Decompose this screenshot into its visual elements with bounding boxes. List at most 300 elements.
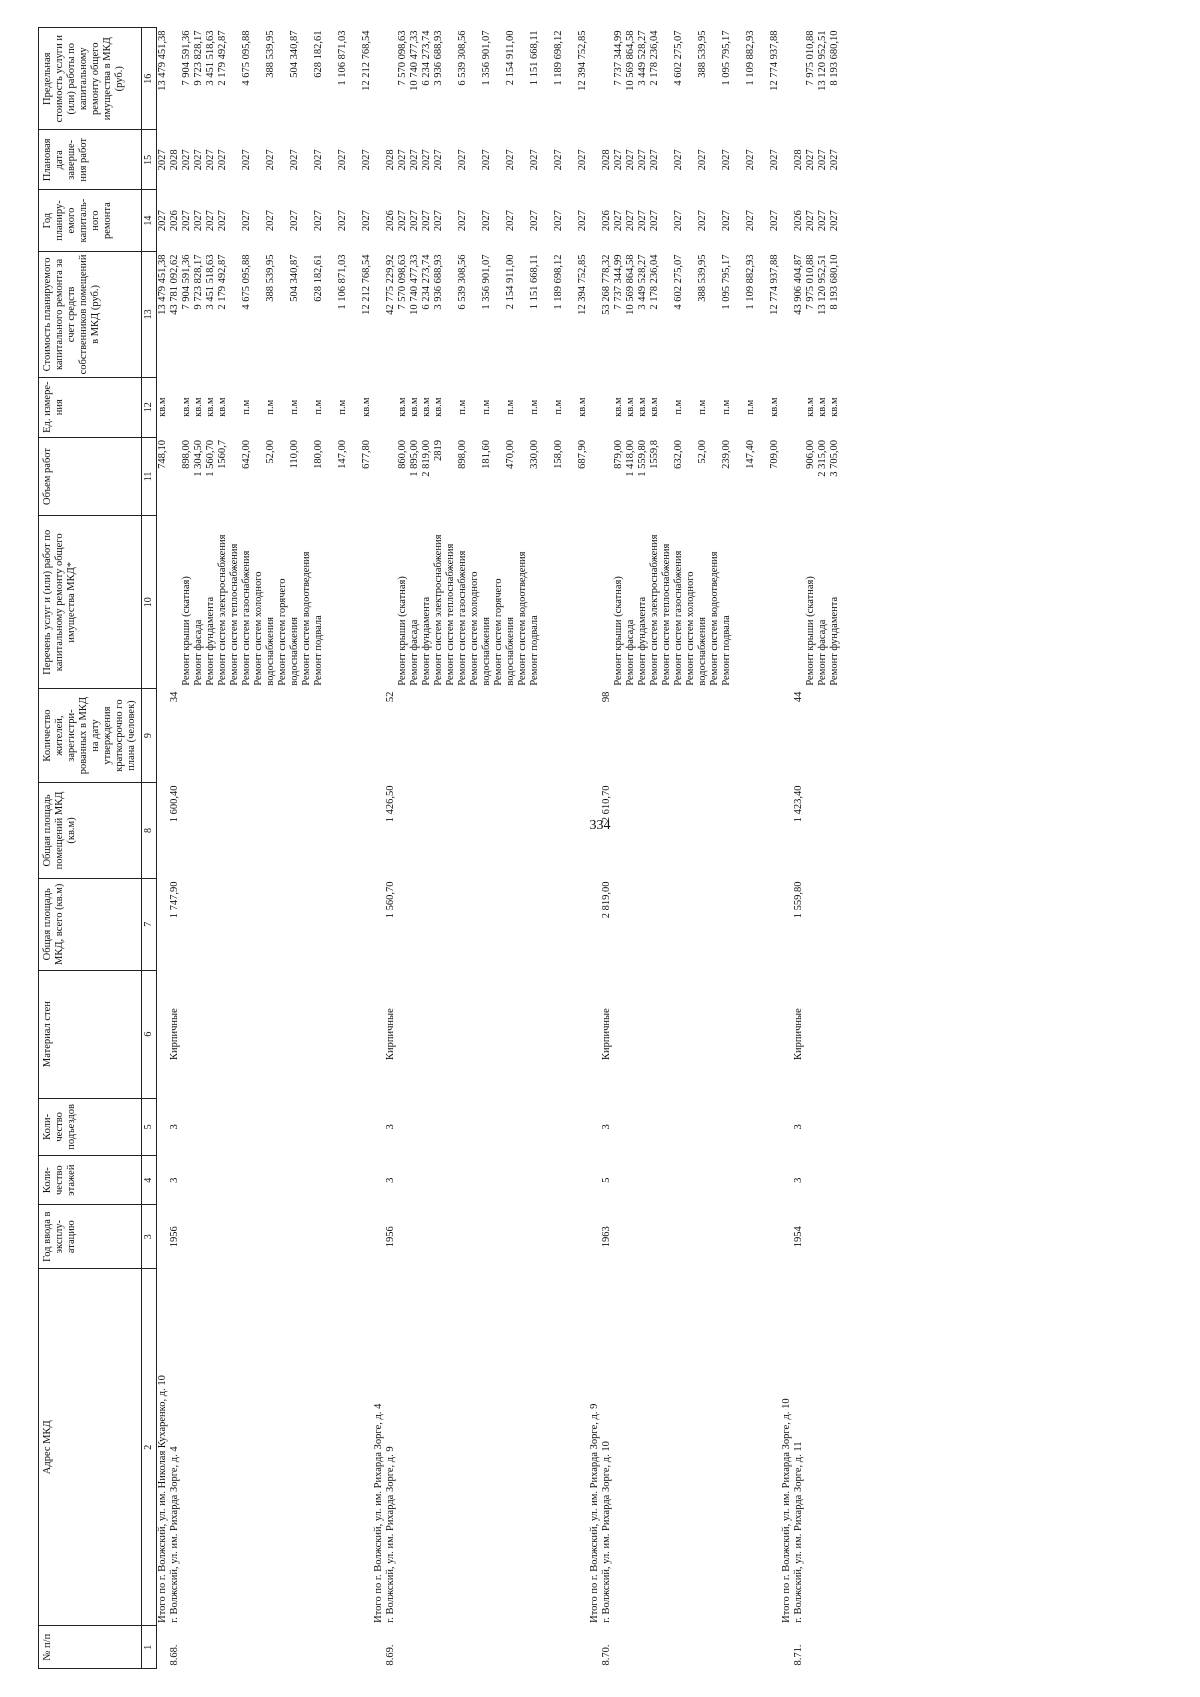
work-unit: кв.м (625, 397, 636, 417)
empty-cell (589, 782, 601, 878)
building-total-year: 2026 (601, 210, 612, 232)
work-volume: 180,00 (313, 440, 324, 469)
work-end-date: 2027 (457, 149, 468, 171)
empty-cell (589, 1156, 601, 1205)
work-end-date: 2027 (397, 149, 408, 171)
work-year: 2027 (217, 210, 228, 232)
column-number: 4 (142, 1156, 157, 1205)
header-cell: Год планиру-емого капиталь-ного ремонта (39, 190, 142, 252)
work-name: Ремонт фасада (193, 619, 204, 686)
column-number: 5 (142, 1098, 157, 1156)
work-unit-list (601, 377, 781, 437)
empty-cell (157, 970, 170, 1098)
work-volume: 110,00 (289, 440, 300, 469)
building-address: г. Волжский, ул. им. Рихарда Зорге, д. 10 (601, 1441, 612, 1623)
work-end-date: 2027 (181, 149, 192, 171)
entrances-count: 3 (601, 1124, 612, 1130)
building-row (169, 28, 373, 1669)
work-limit-cost: 1 106 871,03 (337, 30, 348, 86)
work-year: 2027 (289, 210, 300, 232)
column-number: 11 (142, 437, 157, 516)
column-number: 10 (142, 516, 157, 689)
work-cost: 13 120 952,51 (817, 254, 828, 315)
work-unit: кв.м (193, 397, 204, 417)
empty-cell (589, 1626, 601, 1669)
work-name: Ремонт крыши (скатная) (397, 576, 408, 686)
empty-cell (373, 190, 385, 252)
empty-cell (781, 130, 793, 190)
work-year: 2027 (181, 210, 192, 232)
work-end-date: 2027 (721, 149, 732, 171)
building-total-end: 2028 (385, 149, 396, 171)
work-limit-cost: 12 212 768,54 (361, 30, 372, 91)
column-number: 14 (142, 190, 157, 252)
work-limit-cost: 8 193 680,10 (829, 30, 840, 86)
empty-cell (781, 1098, 793, 1156)
work-cost: 1 095 795,17 (721, 254, 732, 310)
work-year: 2027 (397, 210, 408, 232)
work-end-date: 2027 (289, 149, 300, 171)
column-number: 8 (142, 782, 157, 878)
header-cell: Материал стен (39, 970, 142, 1098)
work-volume: 642,00 (241, 440, 252, 469)
empty-cell (589, 516, 601, 689)
empty-cell (157, 1205, 170, 1269)
work-cost: 7 975 010,88 (805, 254, 816, 310)
empty-cell (373, 1098, 385, 1156)
work-end-date: 2027 (217, 149, 228, 171)
work-name: Ремонт фундамента (637, 596, 648, 686)
work-unit: п.м (457, 399, 468, 415)
work-end-date: 2027 (625, 149, 636, 171)
building-total-end: 2028 (793, 149, 804, 171)
work-cost: 2 178 236,04 (649, 254, 660, 310)
work-end-date: 2027 (421, 149, 432, 171)
work-limit-cost: 13 479 451,38 (157, 30, 168, 91)
work-cost: 8 193 680,10 (829, 254, 840, 310)
work-cost-list (169, 252, 373, 378)
work-cost: 13 479 451,38 (157, 254, 168, 315)
residents-count: 52 (385, 691, 396, 703)
work-name: Ремонт фундамента (421, 596, 432, 686)
work-volume: 1 895,00 (409, 440, 420, 477)
work-volume: 330,00 (529, 440, 540, 469)
work-unit: кв.м (817, 397, 828, 417)
work-volume: 860,00 (397, 440, 408, 469)
work-year: 2027 (805, 210, 816, 232)
empty-cell (781, 28, 793, 130)
empty-cell (157, 1626, 170, 1669)
empty-cell (781, 689, 793, 783)
column-number: 1 (142, 1626, 157, 1669)
premises-area: 1 600,40 (169, 785, 180, 823)
work-volume: 52,00 (265, 440, 276, 464)
work-year: 2027 (421, 210, 432, 232)
work-unit: кв.м (409, 397, 420, 417)
building-total-end: 2028 (601, 149, 612, 171)
empty-cell (157, 689, 170, 783)
work-unit: п.м (313, 399, 324, 415)
empty-cell (373, 377, 385, 437)
empty-cell (157, 1156, 170, 1205)
column-number-row (142, 28, 157, 1669)
empty-cell (589, 1098, 601, 1156)
work-year: 2027 (433, 210, 444, 232)
work-volume: 709,00 (769, 440, 780, 469)
table-body (157, 28, 842, 1669)
empty-cell (781, 1626, 793, 1669)
total-row (781, 28, 793, 1669)
column-number: 15 (142, 130, 157, 190)
work-year: 2027 (241, 210, 252, 232)
work-unit: п.м (337, 399, 348, 415)
work-year-list (601, 190, 781, 252)
work-name: Ремонт фундамента (829, 596, 840, 686)
work-name (157, 516, 170, 689)
work-year: 2027 (625, 210, 636, 232)
work-name: Ремонт систем электроснабжения (217, 534, 228, 686)
work-name: Ремонт фасада (817, 619, 828, 686)
work-limit-cost: 10 569 864,58 (625, 30, 636, 91)
work-volume: 2 819,00 (421, 440, 432, 477)
building-row (793, 28, 841, 1669)
total-row (589, 28, 601, 1669)
work-cost: 6 539 308,56 (457, 254, 468, 310)
header-cell: Предельная стоимость услуги и (или) работы по капитальному ремонту общего имущества в МКД (руб.) (39, 28, 142, 130)
work-cost: 1 189 698,12 (553, 254, 564, 310)
header-cell: Коли-чество этажей (39, 1156, 142, 1205)
work-year: 2027 (613, 210, 624, 232)
work-cost: 1 356 901,07 (481, 254, 492, 310)
work-unit: кв.м (205, 397, 216, 417)
work-volume: 158,00 (553, 440, 564, 469)
work-limit-cost: 12 774 937,88 (769, 30, 780, 91)
work-end-date: 2027 (505, 149, 516, 171)
building-total-year: 2026 (793, 210, 804, 232)
work-name: Ремонт систем электроснабжения (649, 534, 660, 686)
header-cell: Адрес МКД (39, 1269, 142, 1626)
work-end-date: 2027 (577, 149, 588, 171)
work-volume: 879,00 (613, 440, 624, 469)
work-unit: кв.м (805, 397, 816, 417)
work-limit-cost: 3 449 528,27 (637, 30, 648, 86)
empty-cell (157, 878, 170, 970)
work-unit: п.м (553, 399, 564, 415)
empty-cell (373, 689, 385, 783)
work-year: 2027 (457, 210, 468, 232)
work-volume: 748,10 (157, 440, 168, 469)
work-name: Ремонт крыши (скатная) (181, 576, 192, 686)
total-row (157, 28, 170, 1669)
floors-count: 3 (385, 1177, 396, 1183)
empty-cell (781, 516, 793, 689)
work-name: Ремонт систем газоснабжения (241, 550, 252, 686)
work-year: 2027 (337, 210, 348, 232)
work-limit-cost-list (601, 28, 781, 130)
work-limit-cost: 2 179 492,87 (217, 30, 228, 86)
work-name: Ремонт систем водоотведения (517, 551, 528, 686)
commission-year: 1963 (601, 1226, 612, 1248)
empty-cell (589, 970, 601, 1098)
work-limit-cost: 4 675 095,88 (241, 30, 252, 86)
work-cost: 7 570 098,63 (397, 254, 408, 310)
work-name-list (601, 516, 781, 689)
work-name: Ремонт систем холодного водоснабжения (253, 571, 276, 686)
work-cost: 388 539,95 (697, 254, 708, 302)
work-name-list (169, 516, 373, 689)
total-label: Итого по г. Волжский, ул. им. Рихарда Зорге, д. 9 (589, 1403, 600, 1623)
work-cost: 504 340,87 (289, 254, 300, 302)
empty-cell (781, 1156, 793, 1205)
work-year: 2027 (745, 210, 756, 232)
entrances-count: 3 (793, 1124, 804, 1130)
work-cost: 12 774 937,88 (769, 254, 780, 315)
work-end-date: 2027 (805, 149, 816, 171)
work-cost: 10 740 477,33 (409, 254, 420, 315)
column-number: 12 (142, 377, 157, 437)
work-name: Ремонт систем водоотведения (301, 551, 312, 686)
work-year: 2027 (553, 210, 564, 232)
work-end-date: 2027 (241, 149, 252, 171)
work-limit-cost: 2 178 236,04 (649, 30, 660, 86)
work-volume: 1559,8 (649, 440, 660, 469)
work-cost: 1 151 668,11 (529, 254, 540, 310)
work-end-date: 2027 (409, 149, 420, 171)
empty-cell (373, 437, 385, 516)
work-end-date: 2027 (529, 149, 540, 171)
work-limit-cost: 1 095 795,17 (721, 30, 732, 86)
work-cost: 12 212 768,54 (361, 254, 372, 315)
work-end-date-list (169, 130, 373, 190)
work-name-list (793, 516, 841, 689)
work-unit: п.м (241, 399, 252, 415)
work-limit-cost: 10 740 477,33 (409, 30, 420, 91)
work-name: Ремонт систем водоотведения (709, 551, 720, 686)
work-name: Ремонт систем электроснабжения (433, 534, 444, 686)
residents-count: 98 (601, 691, 612, 703)
work-end-date: 2027 (193, 149, 204, 171)
commission-year: 1956 (169, 1226, 180, 1248)
empty-cell (589, 878, 601, 970)
empty-cell (373, 28, 385, 130)
work-volume: 632,00 (673, 440, 684, 469)
work-end-date: 2027 (769, 149, 780, 171)
work-end-date: 2027 (817, 149, 828, 171)
empty-cell (373, 1626, 385, 1669)
work-year: 2027 (769, 210, 780, 232)
work-year: 2027 (505, 210, 516, 232)
work-cost-list (601, 252, 781, 378)
total-label: Итого по г. Волжский, ул. им. Николая Кухаренко, д. 10 (157, 1375, 168, 1623)
floors-count: 3 (169, 1177, 180, 1183)
work-end-date: 2027 (613, 149, 624, 171)
work-cost: 1 106 871,03 (337, 254, 348, 310)
work-volume-list (169, 437, 373, 516)
work-limit-cost: 504 340,87 (289, 30, 300, 78)
header-cell: Объем работ (39, 437, 142, 516)
empty-cell (373, 252, 385, 378)
work-year: 2027 (817, 210, 828, 232)
row-number: 8.71. (793, 1644, 804, 1666)
building-address: г. Волжский, ул. им. Рихарда Зорге, д. 9 (385, 1446, 396, 1623)
column-number: 2 (142, 1269, 157, 1626)
column-number: 7 (142, 878, 157, 970)
work-year: 2027 (721, 210, 732, 232)
work-name: Ремонт систем газоснабжения (457, 550, 468, 686)
work-volume: 470,00 (505, 440, 516, 469)
building-address: г. Волжский, ул. им. Рихарда Зорге, д. 11 (793, 1441, 804, 1623)
building-total-cost: 42 775 229,92 (385, 254, 396, 315)
work-cost: 388 539,95 (265, 254, 276, 302)
capital-repair-table (38, 27, 841, 1669)
work-unit: кв.м (769, 397, 780, 417)
empty-cell (589, 130, 601, 190)
work-year: 2027 (409, 210, 420, 232)
empty-cell (589, 28, 601, 130)
work-unit: п.м (481, 399, 492, 415)
work-volume: 677,80 (361, 440, 372, 469)
work-end-date: 2027 (745, 149, 756, 171)
work-name: Ремонт систем теплоснабжения (445, 543, 456, 686)
work-volume: 147,00 (337, 440, 348, 469)
work-volume: 1 304,50 (193, 440, 204, 477)
work-name: Ремонт фундамента (205, 596, 216, 686)
work-volume: 2819 (433, 440, 444, 462)
work-limit-cost: 9 723 828,17 (193, 30, 204, 86)
work-limit-cost: 388 539,95 (265, 30, 276, 78)
work-limit-cost: 13 120 952,51 (817, 30, 828, 91)
work-cost: 7 904 591,36 (181, 254, 192, 310)
row-number: 8.70. (601, 1644, 612, 1666)
work-year-list (385, 190, 589, 252)
building-address: г. Волжский, ул. им. Рихарда Зорге, д. 4 (169, 1446, 180, 1623)
work-year: 2027 (481, 210, 492, 232)
work-limit-cost: 1 109 882,93 (745, 30, 756, 86)
work-end-date: 2027 (361, 149, 372, 171)
header-cell: Общая площадь МКД, всего (кв.м) (39, 878, 142, 970)
work-end-date: 2027 (553, 149, 564, 171)
work-limit-cost: 7 904 591,36 (181, 30, 192, 86)
empty-cell (589, 252, 601, 378)
row-number: 8.68. (169, 1644, 180, 1666)
work-limit-cost-list (793, 28, 841, 130)
work-limit-cost: 7 570 098,63 (397, 30, 408, 86)
work-unit: кв.м (613, 397, 624, 417)
work-year: 2027 (265, 210, 276, 232)
work-cost: 3 451 518,63 (205, 254, 216, 310)
empty-cell (373, 1156, 385, 1205)
work-year: 2027 (637, 210, 648, 232)
work-end-date-list (601, 130, 781, 190)
work-volume: 1 560,70 (205, 440, 216, 477)
empty-cell (589, 437, 601, 516)
empty-cell (157, 1098, 170, 1156)
total-area: 1 560,70 (385, 881, 396, 919)
entrances-count: 3 (385, 1124, 396, 1130)
empty-cell (781, 377, 793, 437)
work-unit: кв.м (181, 397, 192, 417)
empty-cell (781, 1205, 793, 1269)
work-unit: п.м (265, 399, 276, 415)
work-unit: п.м (529, 399, 540, 415)
work-limit-cost: 628 182,61 (313, 30, 324, 78)
work-unit-list (169, 377, 373, 437)
residents-count: 34 (169, 691, 180, 703)
work-unit: кв.м (157, 397, 168, 417)
floors-count: 5 (601, 1177, 612, 1183)
work-cost: 6 234 273,74 (421, 254, 432, 310)
header-cell: Общая площадь помещений МКД (кв.м) (39, 782, 142, 878)
work-year: 2027 (529, 210, 540, 232)
work-cost: 12 394 752,85 (577, 254, 588, 315)
work-limit-cost: 7 737 344,99 (613, 30, 624, 86)
header-cell: Год ввода в эксплу-атацию (39, 1205, 142, 1269)
work-name: Ремонт подвала (313, 615, 324, 686)
wall-material: Кирпичные (385, 1008, 396, 1060)
work-cost: 628 182,61 (313, 254, 324, 302)
wall-material: Кирпичные (793, 1008, 804, 1060)
work-volume: 181,60 (481, 440, 492, 469)
work-year: 2027 (673, 210, 684, 232)
work-volume: 687,90 (577, 440, 588, 469)
header-row (39, 28, 142, 1669)
work-name: Ремонт фасада (625, 619, 636, 686)
work-cost: 4 602 275,07 (673, 254, 684, 310)
work-end-date: 2027 (481, 149, 492, 171)
work-end-date: 2027 (433, 149, 444, 171)
work-year: 2027 (577, 210, 588, 232)
work-volume-list (793, 437, 841, 516)
work-volume: 239,00 (721, 440, 732, 469)
work-limit-cost: 6 234 273,74 (421, 30, 432, 86)
header-cell: Плановая дата заверше-ния работ (39, 130, 142, 190)
header-cell: Стоимость планируемого капитального ремонта за счет средств собственников помещений в МКД (руб.) (39, 252, 142, 378)
empty-cell (781, 878, 793, 970)
work-cost-list (793, 252, 841, 378)
work-limit-cost: 7 975 010,88 (805, 30, 816, 86)
empty-cell (373, 130, 385, 190)
commission-year: 1954 (793, 1226, 804, 1248)
work-unit: кв.м (637, 397, 648, 417)
work-end-date: 2027 (313, 149, 324, 171)
work-unit: кв.м (829, 397, 840, 417)
work-name: Ремонт крыши (скатная) (805, 576, 816, 686)
work-end-date: 2027 (157, 149, 168, 171)
empty-cell (589, 1205, 601, 1269)
work-end-date: 2027 (265, 149, 276, 171)
work-name: Ремонт систем горячего водоснабжения (277, 578, 300, 686)
work-unit: кв.м (217, 397, 228, 417)
total-label: Итого по г. Волжский, ул. им. Рихарда Зорге, д. 4 (373, 1403, 384, 1623)
empty-cell (373, 878, 385, 970)
empty-cell (781, 437, 793, 516)
wall-material: Кирпичные (169, 1008, 180, 1060)
work-end-date: 2027 (205, 149, 216, 171)
total-area: 1 747,90 (169, 881, 180, 919)
work-cost: 1 109 882,93 (745, 254, 756, 310)
work-cost: 3 936 688,93 (433, 254, 444, 310)
work-limit-cost: 12 394 752,85 (577, 30, 588, 91)
work-cost: 2 154 911,00 (505, 254, 516, 310)
page-number: 334 (589, 818, 611, 833)
work-end-date: 2027 (337, 149, 348, 171)
work-limit-cost: 6 539 308,56 (457, 30, 468, 86)
empty-cell (373, 970, 385, 1098)
building-row (601, 28, 781, 1669)
commission-year: 1956 (385, 1226, 396, 1248)
work-cost-list (385, 252, 589, 378)
floors-count: 3 (793, 1177, 804, 1183)
